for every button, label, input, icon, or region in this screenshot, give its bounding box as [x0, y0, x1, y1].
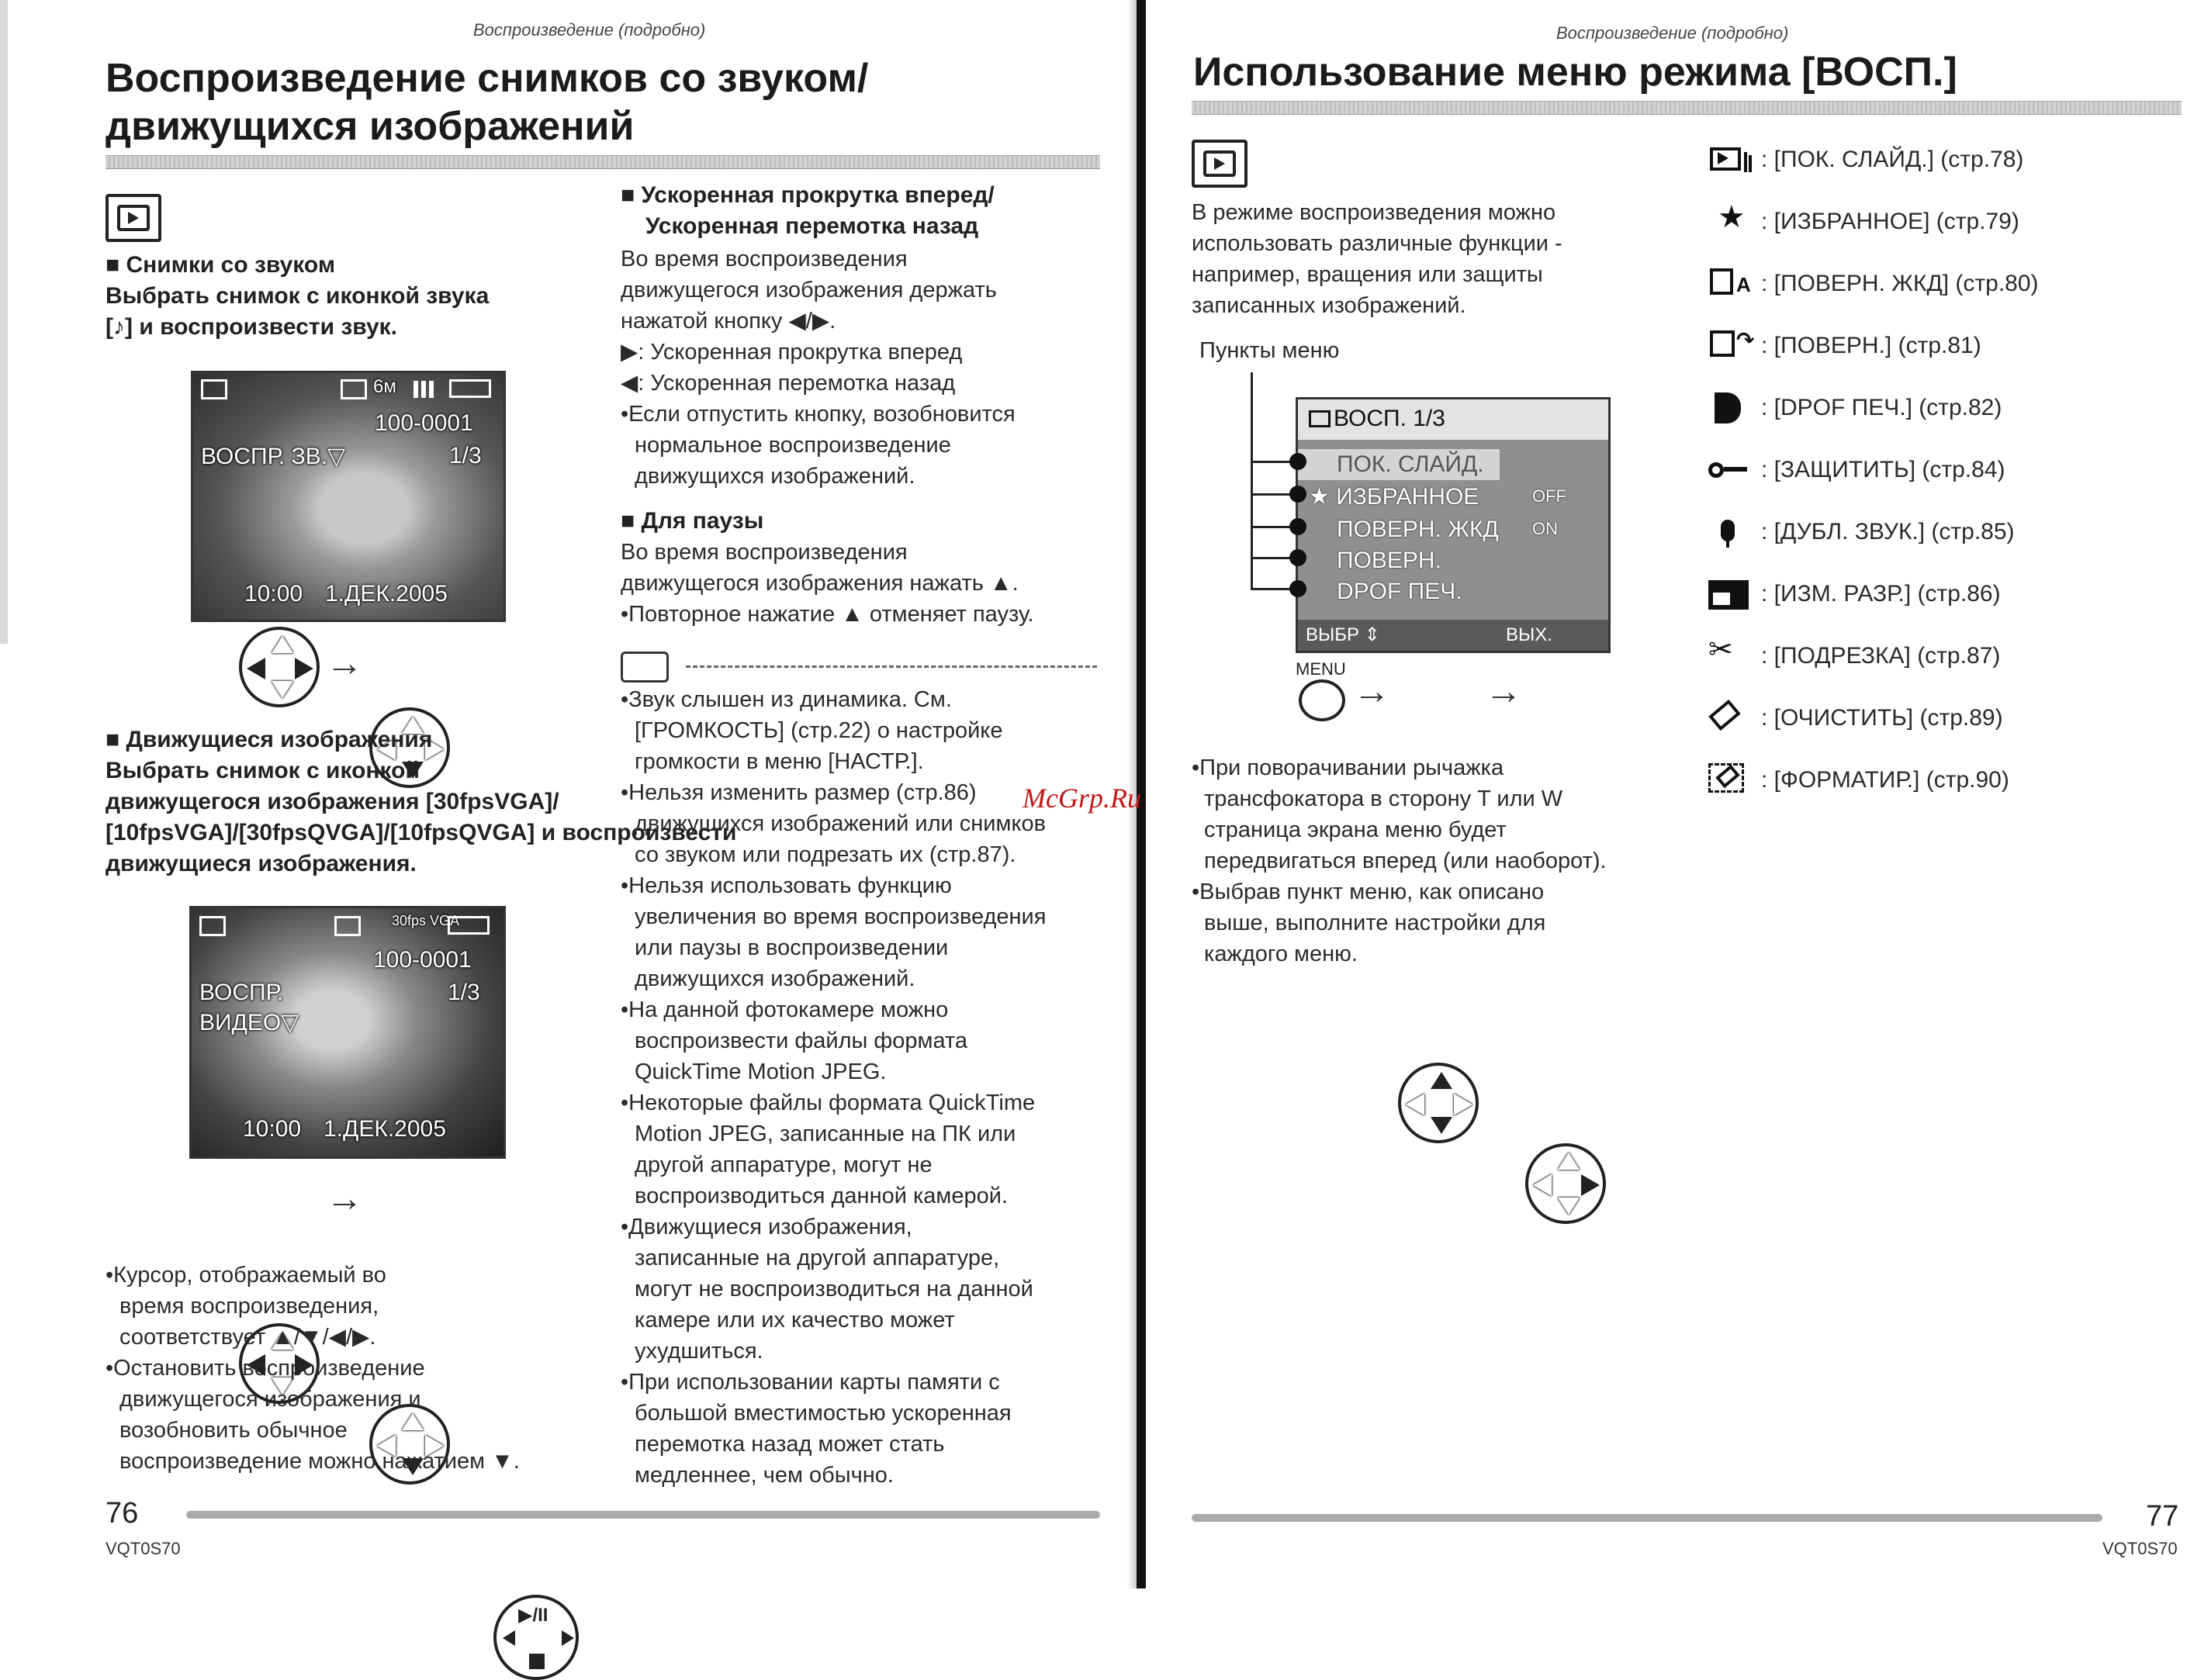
footer-rule-left [186, 1511, 1100, 1519]
menu-item-rotate-lcd: : [ПОВЕРН. ЖКД] (стр.80) [1761, 271, 2039, 296]
pause-line-1: Во время воспроизведения [621, 540, 908, 565]
note-line-16: другой аппаратуре, могут не [635, 1153, 933, 1177]
motion-instruction-1: Выбрать снимок с иконкой [106, 758, 420, 783]
menu-row-rotate[interactable]: ПОВЕРН. [1337, 548, 1441, 573]
menu-row-rotate-lcd-value: ON [1532, 519, 1558, 538]
ff-line-7: нормальное воспроизведение [635, 433, 951, 458]
rotate-icon [1710, 330, 1735, 357]
battery-icon [448, 916, 490, 935]
motion-instruction-3: [10fpsVGA]/[30fpsQVGA]/[10fpsQVGA] и воспроизвести [106, 820, 737, 845]
audio-instruction-2: [♪] и воспроизвести звук. [106, 314, 398, 340]
right-note-6: выше, выполните настройки для [1204, 911, 1546, 935]
fps-badge: 30fps VGA [392, 913, 460, 928]
playback-osd-icon [201, 379, 227, 399]
playback-tab-icon [1309, 410, 1331, 427]
right-note-2: трансфокатора в сторону T или W [1204, 786, 1563, 811]
motion-instruction-2: движущегося изображения [30fpsVGA]/ [106, 789, 559, 814]
cursor-note-6: возобновить обычное [119, 1418, 348, 1443]
audio-instruction-1: Выбрать снимок с иконкой звука [106, 283, 490, 309]
intro-line-1: В режиме воспроизведения можно [1192, 200, 1556, 225]
note-line-19: записанные на другой аппаратуре, [635, 1246, 1000, 1270]
quality-osd-icon [414, 381, 437, 398]
motion-osd-icon [334, 916, 361, 936]
battery-icon [449, 379, 491, 398]
audio-osd-icon [341, 379, 367, 399]
screen-time: 10:00 [244, 581, 303, 607]
note-line-20: могут не воспроизводиться на данной [635, 1277, 1033, 1301]
eraser-icon [1708, 700, 1740, 731]
callout-dot [1289, 453, 1306, 470]
note-icon [621, 652, 669, 683]
menu-item-delete: : [ОЧИСТИТЬ] (стр.89) [1761, 705, 2003, 731]
cursor-note-3: соответствует ▲/▼/◀/▶. [119, 1325, 376, 1350]
left-title-line2: движущихся изображений [106, 104, 635, 149]
callout-dot [1289, 549, 1306, 566]
note-line-12: воспроизвести файлы формата [635, 1028, 968, 1053]
model-code-left: VQT0S70 [106, 1539, 181, 1558]
page-number-right: 77 [2146, 1500, 2179, 1533]
playback-mode-icon [106, 194, 161, 242]
menu-header: ВОСП. 1/3 [1334, 406, 1445, 431]
right-note-1: •При поворачивании рычажка [1192, 755, 1504, 780]
playback-menu-screen [1296, 397, 1611, 676]
audio-play-label: ВОСПР. ЗВ.▽ [201, 444, 346, 469]
dpad-right [1525, 1143, 1606, 1224]
playback-osd-icon [199, 916, 226, 936]
flow-arrow-icon: → [1353, 671, 1390, 712]
playback-control-dial-icon [493, 1595, 579, 1680]
note-line-1: •Звук слышен из динамика. См. [621, 687, 952, 712]
motion-play-label-2: ВИДЕО▽ [199, 1010, 299, 1035]
left-title-rule [106, 155, 1100, 169]
note-line-5: движущихся изображений или снимков [635, 811, 1046, 836]
left-section-label: Воспроизведение (подробно) [473, 20, 706, 40]
menu-item-audio-dub: : [ДУБЛ. ЗВУК.] (стр.85) [1761, 519, 2015, 544]
note-line-10: движущихся изображений. [635, 966, 915, 991]
menu-item-favorites: : [ИЗБРАННОЕ] (стр.79) [1761, 209, 2019, 234]
menu-row-rotate-lcd[interactable]: ПОВЕРН. ЖКД [1337, 517, 1499, 542]
microphone-icon [1721, 520, 1735, 541]
motion-instruction-4: движущиеся изображения. [106, 851, 417, 876]
menu-row-slideshow[interactable]: ПОК. СЛАЙД. [1298, 449, 1500, 480]
image-count: 1/3 [448, 980, 480, 1005]
note-line-18: •Движущиеся изображения, [621, 1215, 912, 1239]
dpad-left-right [239, 627, 320, 707]
callout-dot [1289, 580, 1306, 597]
menu-footer-select: ВЫБР ⇕ [1306, 624, 1380, 645]
cursor-note-7: воспроизведение можно нажатием ▼. [119, 1449, 520, 1474]
page-edge [0, 0, 8, 644]
watermark: McGrp.Ru [1023, 783, 1141, 814]
menu-item-format: : [ФОРМАТИР.] (стр.90) [1761, 767, 2009, 793]
flow-arrow-icon: → [326, 643, 363, 684]
cursor-note-4: •Остановить воспроизведение [106, 1356, 425, 1381]
note-line-13: QuickTime Motion JPEG. [635, 1060, 887, 1084]
star-icon: ★ [1718, 200, 1746, 234]
menu-button-icon [1299, 679, 1345, 721]
size-badge: 6м [373, 376, 396, 397]
menu-row-favorites-value: OFF [1532, 486, 1566, 506]
resize-inner [1713, 593, 1730, 605]
right-note-3: страница экрана меню будет [1204, 818, 1507, 842]
menu-item-trimming: : [ПОДРЕЗКА] (стр.87) [1761, 643, 2001, 669]
ff-line-1: Во время воспроизведения [621, 247, 908, 271]
model-code-right: VQT0S70 [2102, 1539, 2178, 1558]
ff-line-3: нажатой кнопку ◀/▶. [621, 309, 836, 334]
file-number: 100-0001 [375, 410, 473, 436]
motion-playback-screen [189, 906, 506, 1159]
screen-date: 1.ДЕК.2005 [324, 1116, 446, 1142]
note-line-21: камере или их качество может [635, 1308, 955, 1333]
note-line-23: •При использовании карты памяти с [621, 1370, 1000, 1395]
ff-line-8: движущихся изображений. [635, 464, 915, 489]
note-line-9: или паузы в воспроизведении [635, 935, 949, 960]
left-title-line1: Воспроизведение снимков со звуком/ [106, 56, 869, 101]
menu-item-rotate: : [ПОВЕРН.] (стр.81) [1761, 333, 1981, 358]
flow-arrow-icon: → [326, 1178, 363, 1219]
intro-line-2: использовать различные функции - [1192, 231, 1562, 256]
menu-row-dpof[interactable]: DPOF ПЕЧ. [1337, 579, 1462, 604]
note-line-17: воспроизводиться данной камерой. [635, 1184, 1009, 1208]
playback-mode-icon [1192, 140, 1247, 188]
menu-footer-exit: ВЫХ. MENU [1506, 624, 1561, 676]
cursor-note-2: время воспроизведения, [119, 1294, 379, 1319]
menu-button-label: MENU [1296, 659, 1346, 679]
menu-item-resize: : [ИЗМ. РАЗР.] (стр.86) [1761, 581, 2001, 607]
cursor-note-5: движущегося изображения и [119, 1387, 421, 1412]
audio-heading: ■ Снимки со звуком [106, 252, 336, 278]
intro-line-3: например, вращения или защиты [1192, 262, 1543, 287]
menu-row-favorites[interactable]: ★ ИЗБРАННОЕ [1309, 484, 1479, 510]
ff-line-5: ◀: Ускоренная перемотка назад [621, 371, 956, 396]
menu-item-dpof: : [DPOF ПЕЧ.] (стр.82) [1761, 395, 2002, 420]
key-shaft [1724, 467, 1747, 472]
note-line-24: большой вместимостью ускоренная [635, 1401, 1012, 1426]
slideshow-icon [1707, 144, 1753, 175]
ff-line-6: •Если отпустить кнопку, возобновится [621, 402, 1016, 427]
ff-heading-1: ■ Ускоренная прокрутка вперед/ [621, 182, 995, 208]
screen-date: 1.ДЕК.2005 [325, 581, 448, 607]
rotate-arrow-icon: ↷ [1736, 328, 1755, 352]
audio-playback-screen [191, 371, 506, 622]
microphone-stand [1726, 540, 1729, 548]
menu-item-protect: : [ЗАЩИТИТЬ] (стр.84) [1761, 457, 2005, 482]
key-icon [1708, 462, 1724, 478]
note-line-11: •На данной фотокамере можно [621, 997, 949, 1022]
callout-dot [1289, 518, 1306, 535]
right-title-rule [1192, 101, 2182, 115]
menu-item-slideshow: : [ПОК. СЛАЙД.] (стр.78) [1761, 147, 2024, 172]
footer-rule-right [1192, 1514, 2102, 1522]
dpad-up-down [1398, 1063, 1479, 1143]
note-line-25: перемотка назад может стать [635, 1432, 945, 1457]
ff-heading-2: Ускоренная перемотка назад [645, 213, 979, 239]
motion-heading: ■ Движущиеся изображения [106, 727, 433, 752]
scissors-icon: ✂ [1708, 634, 1733, 666]
note-line-26: медленнее, чем обычно. [635, 1463, 894, 1488]
menu-footer [1298, 620, 1608, 676]
note-line-8: увеличения во время воспроизведения [635, 904, 1047, 929]
file-number: 100-0001 [373, 947, 472, 973]
note-line-14: •Некоторые файлы формата QuickTime [621, 1091, 1036, 1115]
pause-line-3: •Повторное нажатие ▲ отменяет паузу. [621, 602, 1034, 627]
callout-dot [1289, 486, 1306, 503]
rotate-lcd-icon [1710, 268, 1733, 295]
note-line-15: Motion JPEG, записанные на ПК или [635, 1122, 1016, 1146]
menu-header-bar [1298, 399, 1608, 440]
flow-arrow-icon: → [1485, 671, 1522, 712]
image-count: 1/3 [449, 443, 482, 468]
play-pause-symbol: ▶/II [518, 1605, 548, 1626]
ff-line-4: ▶: Ускоренная прокрутка вперед [621, 340, 963, 365]
menu-points-label: Пункты меню [1199, 338, 1340, 363]
right-note-4: передвигаться вперед (или наоборот). [1204, 849, 1607, 873]
right-section-label: Воспроизведение (подробно) [1556, 23, 1789, 43]
intro-line-4: записанных изображений. [1192, 293, 1466, 318]
note-line-4: •Нельзя изменить размер (стр.86) [621, 780, 977, 805]
right-title: Использование меню режима [ВОСП.] [1193, 50, 1957, 95]
note-line-6: со звуком или подрезать их (стр.87). [635, 842, 1016, 867]
note-line-2: [ГРОМКОСТЬ] (стр.22) о настройке [635, 718, 1003, 743]
pause-line-2: движущегося изображения нажать ▲. [621, 571, 1019, 596]
note-line-7: •Нельзя использовать функцию [621, 873, 952, 898]
cursor-note-1: •Курсор, отображаемый во [106, 1263, 386, 1288]
note-line-3: громкости в меню [НАСТР.]. [635, 749, 924, 774]
ff-line-2: движущегося изображения держать [621, 278, 997, 302]
rotate-lcd-letter: A [1736, 273, 1751, 296]
page-number-left: 76 [106, 1497, 139, 1530]
right-note-7: каждого меню. [1204, 942, 1358, 966]
dpof-icon [1715, 392, 1741, 423]
pause-heading: ■ Для паузы [621, 508, 764, 534]
note-line-22: ухудшиться. [635, 1339, 763, 1364]
note-divider [686, 665, 1097, 668]
right-note-5: •Выбрав пункт меню, как описано [1192, 880, 1545, 904]
motion-play-label-1: ВОСПР. [199, 980, 284, 1005]
screen-time: 10:00 [243, 1116, 302, 1142]
